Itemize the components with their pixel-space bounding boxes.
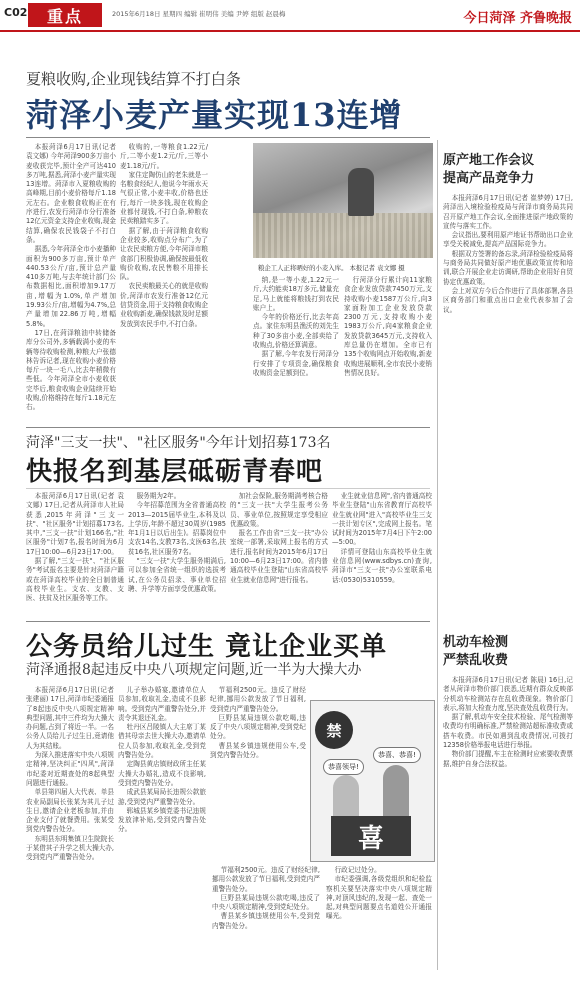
story1-column-2: 收购的,一等粮食1.22元/斤,二等小麦1.2元/斤,三等小麦1.18元/斤。 家住定陶仿山的老朱就是一名粮食经纪人,他说今年雨水天气很正常,小麦丰收,价格也还行,每斤一块多钱,现在收购企业都付现钱,不打白条,种粮农民卖粮踏实多了。 据了解,由于菏泽粮食收购企业较多,收购点分布广,为了让农民卖粮方便,今年菏泽市粮食部门积极协调,确保按最低收购价收购,农民售粮不用排长队。 农民卖粮最关心的就是收购价,菏泽市农发行准备12亿元信贷资金,用于支持粮食收购企业收购新麦,确保钱款及时足额发放到农民手中,不打白条。 [120, 143, 208, 328]
story1-column-3: 纳,是一等小麦,1.22元一斤,大约能卖18万多元,储量充足,马上就能将粮钱打到农民账户上。 今年的价格还行,比去年高点。家住东明县渔沃的刘先生种了30多亩小麦,全部卖给了收购点,价格还算满意。 据了解,今年农发行菏泽分行安排了专项资金,确保粮食收购资金足额到位。 [253, 276, 339, 377]
story1-column-1: 本报菏泽6月17日讯(记者 袁文娜) 今年菏泽900多万亩小麦收获完毕,预计全产可达410多万吨,据悉,菏泽小麦产量实现13连增。菏泽市入夏粮收购的高峰期,目前小麦价格每斤1.18元左右。企业粮食收购正在有序进行,农发行菏泽市分行准备12亿元资金支持企业收购,现金结算,确保农民钱袋子不打白条。 据悉,今年菏泽全市小麦播种面积为900多万亩,预计单产440.53公斤/亩,预计总产量410多万吨,与去年统计部门公布数据相比,面积增加9.17万亩,增幅为1.0%,单产增加19.93公斤/亩,增幅为4.7%,总产量增加22.86万吨,增幅5.8%。 17日,在菏泽粮油中转储备库分公司外,多辆载满小麦的车辆等待收购检测,种粮大户张德林告诉记者,现在收购小麦价格每斤一块一毛八,比去年稍微有些低。今年菏泽全市小麦收获完毕后,粮食收购企业陆续开始收购,价格维持在每斤1.18元左右。 [26, 143, 116, 412]
sidebar-headline-1: 原产地工作会议 提高产品竞争力 [443, 153, 535, 186]
cartoon-illustration [310, 700, 435, 862]
page-number: C02 [4, 6, 28, 19]
story2-column-2: 服务期为2年。 今年招募范围为全省普通高校2013—2015届毕业生,本科及以上学历,年龄不超过30周岁(1985年1月1日以后出生)。招募岗位中支农14名,支教73名,支医63名,扶贫16名,社区服务7名。 "三支一扶"大学生服务期满后,可以参加全省统一组织的选拔考试,在公务员招录、事业单位招聘、升学等方面享受优惠政策。 [128, 492, 226, 593]
divider [26, 488, 430, 489]
cartoon-banner: 喜 [331, 816, 411, 856]
story2-kicker: 菏泽"三支一扶"、"社区服务"今年计划招募173名 [26, 435, 331, 451]
divider [26, 621, 430, 622]
prohibition-sign-icon: 禁 [315, 711, 353, 749]
sidebar-article-2: 本报菏泽6月17日讯(记者 陈晨) 16日,记者从菏泽市物价部门获悉,近期有群众反映部分机动车检测站存在乱收费现象。物价部门表示,将加大检查力度,坚决查处乱收费行为。 据了解,机动车安全技术检验、尾气检测等收费均有明确标准,严禁检测站超标准收费或搭车收费。市民如遇到乱收费情况,可拨打12358价格举报电话进行举报。 物价部门提醒,车主在检测时应索要收费票据,维护自身合法权益。 [443, 676, 573, 768]
story1-column-4: 行菏泽分行累计向11家粮食企业发放贷款7450万元,支持收购小麦1587万公斤,向3家面粉加工企业发放贷款2300万元,支持收购小麦1983万公斤,向4家粮食企业发放贷款3645万元,支持收入库总量仍在增加。全市已有135个收购网点开始收购,新麦收购进展顺利,全市农民小麦销售情况良好。 [344, 276, 432, 377]
photo-caption: 粮企工人正将晒好的小麦入库。 本报记者 袁文娜 摄 [258, 264, 405, 272]
wheat-pile [253, 213, 433, 258]
masthead-logo: 今日菏泽 齐鲁晚报 [463, 11, 572, 26]
section-tab: 重点 [28, 3, 102, 27]
story3-column-3: 节福利2500元。违反了财经纪律,挪用公款发放了节日福利,受到党内严重警告处分。 巨野县某局违规公款吃喝,违反了中央八项规定精神,受到党纪处分。 曹县某乡镇违规使用公车,受到党内警告处分。 [210, 686, 306, 760]
sidebar-divider [437, 140, 438, 970]
divider [26, 427, 430, 428]
worker-figure [348, 168, 374, 216]
story2-column-3: 加社会保险,服务期满考核合格的"三支一扶"大学生报考公务员、事业单位,按照规定享受相应优惠政策。 报名工作由省"三支一扶"办公室统一部署,采取网上报名的方式进行,报名时间为2015年6月17日10:00—6月23日17:00。省内普通高校毕业生登陆"山东省高校毕业生就业信息网"进行报名。 [230, 492, 328, 584]
news-photo [253, 143, 433, 258]
story1-headline: 菏泽小麦产量实现13连增 [26, 96, 403, 134]
story3-headline: 公务员给儿过生 竟让企业买单 [26, 632, 388, 662]
story2-column-4: 业生就业信息网",省内普通高校毕业生登陆"山东省教育厅高校毕业生就业网"进入"高校毕业生三支一扶计划专区",完成网上报名。笔试时间为2015年7月4日下午2:00—5:00。 详情可登陆山东高校毕业生就业信息网(www.sdbys.cn)查询,菏泽市"三支一扶"办公室联系电话:(0530)5310559。 [332, 492, 432, 584]
story3-column-2: 儿子举办婚宴,邀请单位人员参加,收取礼金,造成不良影响。受到党内严重警告处分,并责令其退还礼金。 牡丹区吕陵镇人大主席丁某借其母亲去世大操大办,邀请单位人员参加,收取礼金,受到党内警告处分。 定陶县黄店镇财政所主任某大操大办婚礼,造成不良影响,受到党内警告处分。 成武县某局局长违规公款旅游,受到党内严重警告处分。 郓城县某乡镇党委书记违规发放津补贴,受到党内警告处分。 [118, 686, 206, 834]
story3-column-3b: 节福利2500元。违反了财经纪律,挪用公款发放了节日福利,受到党内严重警告处分。 巨野县某局违规公款吃喝,违反了中央八项规定精神,受到党纪处分。 曹县某乡镇违规使用公车,受到党内警告处分。 [212, 866, 320, 930]
story2-column-1: 本报菏泽6月17日讯(记者 袁文娜) 17日,记者从菏泽市人社局获悉,2015年菏泽"三支一扶"、"社区服务"计划招募173名,其中,"三支一扶"计划166名,"社区服务"计划7名,报名时间为6月17日10:00—6月23日17:00。 据了解,"三支一扶"、"社区服务"考试报名主要是针对菏泽户籍或在菏泽高校毕业的全日制普通高校毕业生。支农、支教、支医、扶贫及社区服务等工作。 [26, 492, 124, 603]
story3-column-1: 本报菏泽6月17日讯(记者 张建丽) 17日,菏泽市纪委通报了8起违反中央八项规定精神典型问题,其中三件均为大操大办问题,占到了将近一半。一名公务人员给儿子过生日,竟请他人为其结账。 为深入推进落实中央八项规定精神,坚决纠正"四风",菏泽市纪委对近期查处的8起典型问题进行通报。 单县第四届人大代表、单县农业局副局长张某为其儿子过生日,邀请企业老板参加,并由企业支付了就餐费用。张某受到党内警告处分。 东明县东明集镇卫生院院长于某借其子升学之机大操大办,受到党内严重警告处分。 [26, 686, 114, 862]
issue-info: 2015年6月18日 星期四 编辑 崔明伟 美编 尹婷 组版 赵晨梅 [112, 10, 286, 18]
story3-kicker: 菏泽通报8起违反中央八项规定问题,近一半为大操大办 [26, 662, 362, 678]
story1-kicker: 夏粮收购,企业现钱结算不打白条 [26, 70, 241, 88]
story2-headline: 快报名到基层砥砺青春吧 [26, 457, 324, 487]
speech-bubble-left: 恭喜领导! [323, 759, 364, 775]
story3-column-4: 行政记过处分。 市纪委强调,各级党组织和纪检监察机关要坚决落实中央八项规定精神,对顶风违纪的,发现一起、查处一起,对典型问题要点名道姓公开通报曝光。 [326, 866, 432, 921]
sidebar-article-1: 本报菏泽6月17日讯(记者 崔梦婷) 17日,菏泽出入境检验检疫局与菏泽市商务局共同召开原产地工作会议,全面推进原产地政策的宣传与落实工作。 会议指出,要利用原产地证书帮助出口企业享受关税减免,提高产品国际竞争力。 根据双方签署的备忘录,菏泽检验检疫局将与商务局共同做好原产地优惠政策宣传和培训,联合开展企业走访调研,帮助企业用好自贸协定优惠政策。 会上对双方今后合作进行了具体部署,各县区商务部门和重点出口企业代表参加了会议。 [443, 194, 573, 314]
sidebar-headline-2: 机动车检测 严禁乱收费 [443, 635, 509, 668]
divider [26, 137, 430, 138]
speech-bubble-right: 恭喜、恭喜! [373, 747, 421, 763]
